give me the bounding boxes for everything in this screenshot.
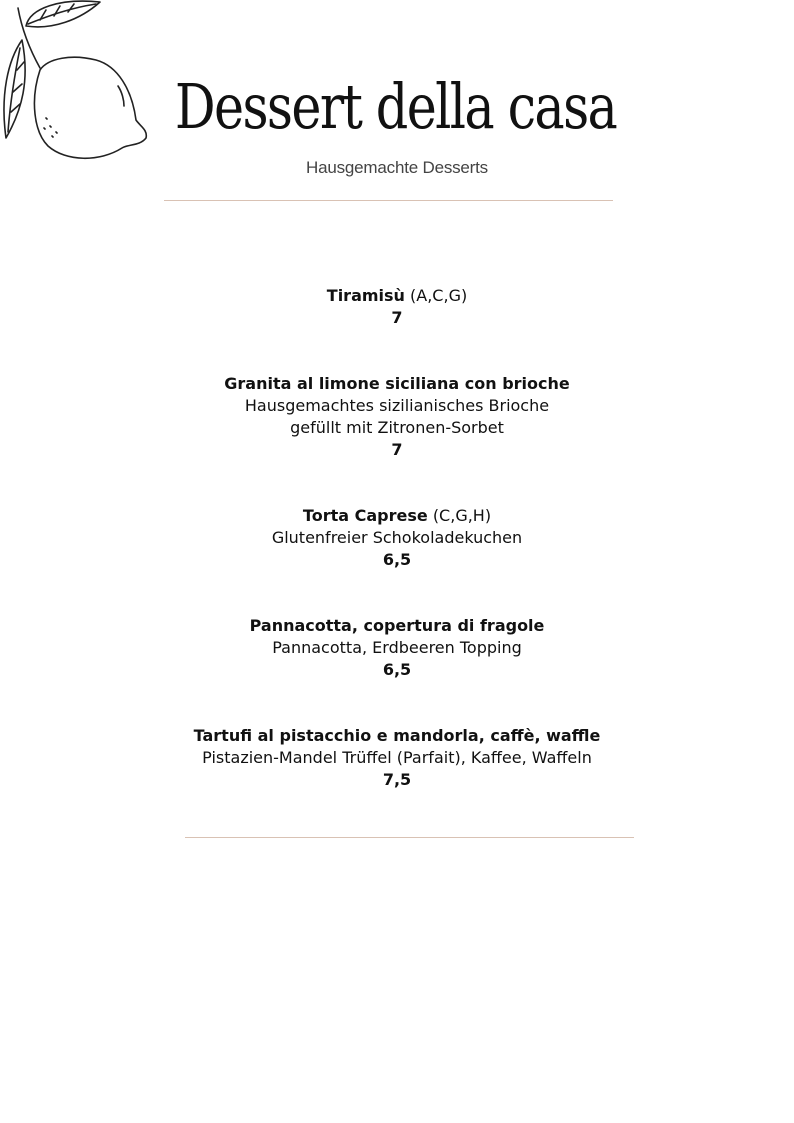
item-allergens: (C,G,H) [432,506,492,525]
item-description: Pannacotta, Erdbeeren Topping [272,638,522,657]
item-price: 7 [391,308,403,327]
item-allergens: (A,C,G) [410,286,468,305]
menu-item [0,725,794,791]
item-price: 7 [391,440,403,459]
page-subtitle: Hausgemachte Desserts [306,158,488,177]
menu-item [0,505,794,571]
item-description: gefüllt mit Zitronen-Sorbet [290,418,504,437]
item-price: 7,5 [382,770,412,789]
item-name: Pannacotta, copertura di fragole [249,616,545,635]
item-name: Tiramisù [326,286,405,305]
item-price: 6,5 [382,660,412,679]
item-price: 6,5 [382,550,412,569]
menu-item [0,285,794,329]
menu-item [0,373,794,461]
page-title: Dessert della casa [174,70,617,143]
top-divider [164,200,613,201]
bottom-divider [185,837,634,838]
menu-item [0,615,794,681]
item-name: Granita al limone siciliana con brioche [224,374,570,393]
item-description: Glutenfreier Schokoladekuchen [271,528,523,547]
item-name: Tartufi al pistacchio e mandorla, caffè, waffle [193,726,601,745]
item-name: Torta Caprese [302,506,428,525]
item-description: Pistazien-Mandel Trüffel (Parfait), Kaffee, Waffeln [202,748,592,767]
item-description: Hausgemachtes sizilianisches Brioche [244,396,550,415]
